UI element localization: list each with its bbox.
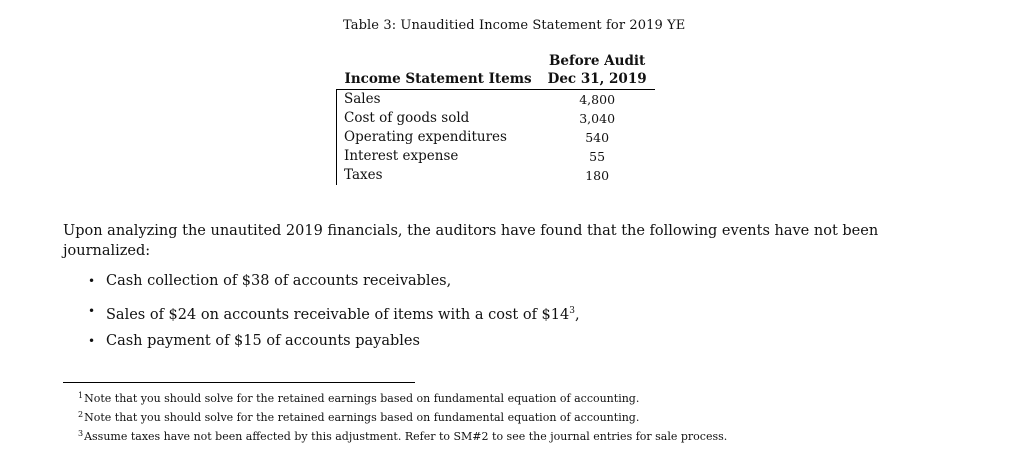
footnote-divider bbox=[63, 382, 415, 383]
list-item bbox=[88, 270, 580, 300]
intro-paragraph: Upon analyzing the unautited 2019 financials, the auditors have found that the following events have not been journalized: bbox=[63, 223, 879, 259]
header-dec-31-2019: Dec 31, 2019 bbox=[540, 70, 655, 90]
row-item: Taxes bbox=[337, 166, 540, 185]
footnote-text: Note that you should solve for the retained earnings based on fundamental equation of accounting. bbox=[84, 411, 640, 424]
bullet-icon: • bbox=[88, 304, 96, 318]
table-row bbox=[337, 147, 655, 166]
list-item-text: Cash collection of $38 of accounts receivables, bbox=[106, 273, 452, 289]
row-item: Interest expense bbox=[337, 147, 540, 166]
footnotes bbox=[78, 388, 727, 445]
list-item-text: Sales of $24 on accounts receivable of items with a cost of $14 bbox=[106, 307, 570, 323]
events-list bbox=[88, 270, 580, 360]
footnote-text: Note that you should solve for the retained earnings based on fundamental equation of accounting. bbox=[84, 392, 640, 405]
footnote bbox=[78, 426, 727, 445]
row-item: Operating expenditures bbox=[337, 128, 540, 147]
row-value: 3,040 bbox=[579, 111, 616, 126]
list-item bbox=[88, 300, 580, 330]
list-item bbox=[88, 330, 580, 360]
footnote-ref: 3 bbox=[569, 306, 575, 316]
row-value: 540 bbox=[585, 130, 610, 145]
footnote-number: 3 bbox=[78, 429, 84, 438]
row-value: 4,800 bbox=[579, 92, 616, 107]
footnote bbox=[78, 407, 727, 426]
list-item-text: Cash payment of $15 of accounts payables bbox=[106, 333, 420, 349]
row-value: 55 bbox=[589, 149, 606, 164]
footnote bbox=[78, 388, 727, 407]
bullet-icon: • bbox=[88, 334, 96, 348]
income-statement-table bbox=[336, 52, 655, 185]
row-value: 180 bbox=[585, 168, 610, 183]
table-row bbox=[337, 128, 655, 147]
table-row bbox=[337, 90, 655, 110]
list-item-punct: , bbox=[574, 307, 580, 323]
table-header-row-2 bbox=[337, 70, 655, 90]
header-spacer bbox=[337, 52, 540, 70]
row-item: Sales bbox=[337, 90, 540, 110]
footnote-number: 1 bbox=[78, 391, 84, 400]
table-row bbox=[337, 109, 655, 128]
table-caption: Table 3: Unauditied Income Statement for 2019 YE bbox=[343, 18, 686, 33]
bullet-icon: • bbox=[88, 274, 96, 288]
table-row bbox=[337, 166, 655, 185]
footnote-text: Assume taxes have not been affected by this adjustment. Refer to SM#2 to see the journal entries for sale process. bbox=[84, 430, 728, 443]
header-before-audit: Before Audit bbox=[548, 53, 646, 69]
header-income-statement-items: Income Statement Items bbox=[337, 70, 540, 90]
footnote-number: 2 bbox=[78, 410, 84, 419]
table-header-row-1 bbox=[337, 52, 655, 70]
row-item: Cost of goods sold bbox=[337, 109, 540, 128]
